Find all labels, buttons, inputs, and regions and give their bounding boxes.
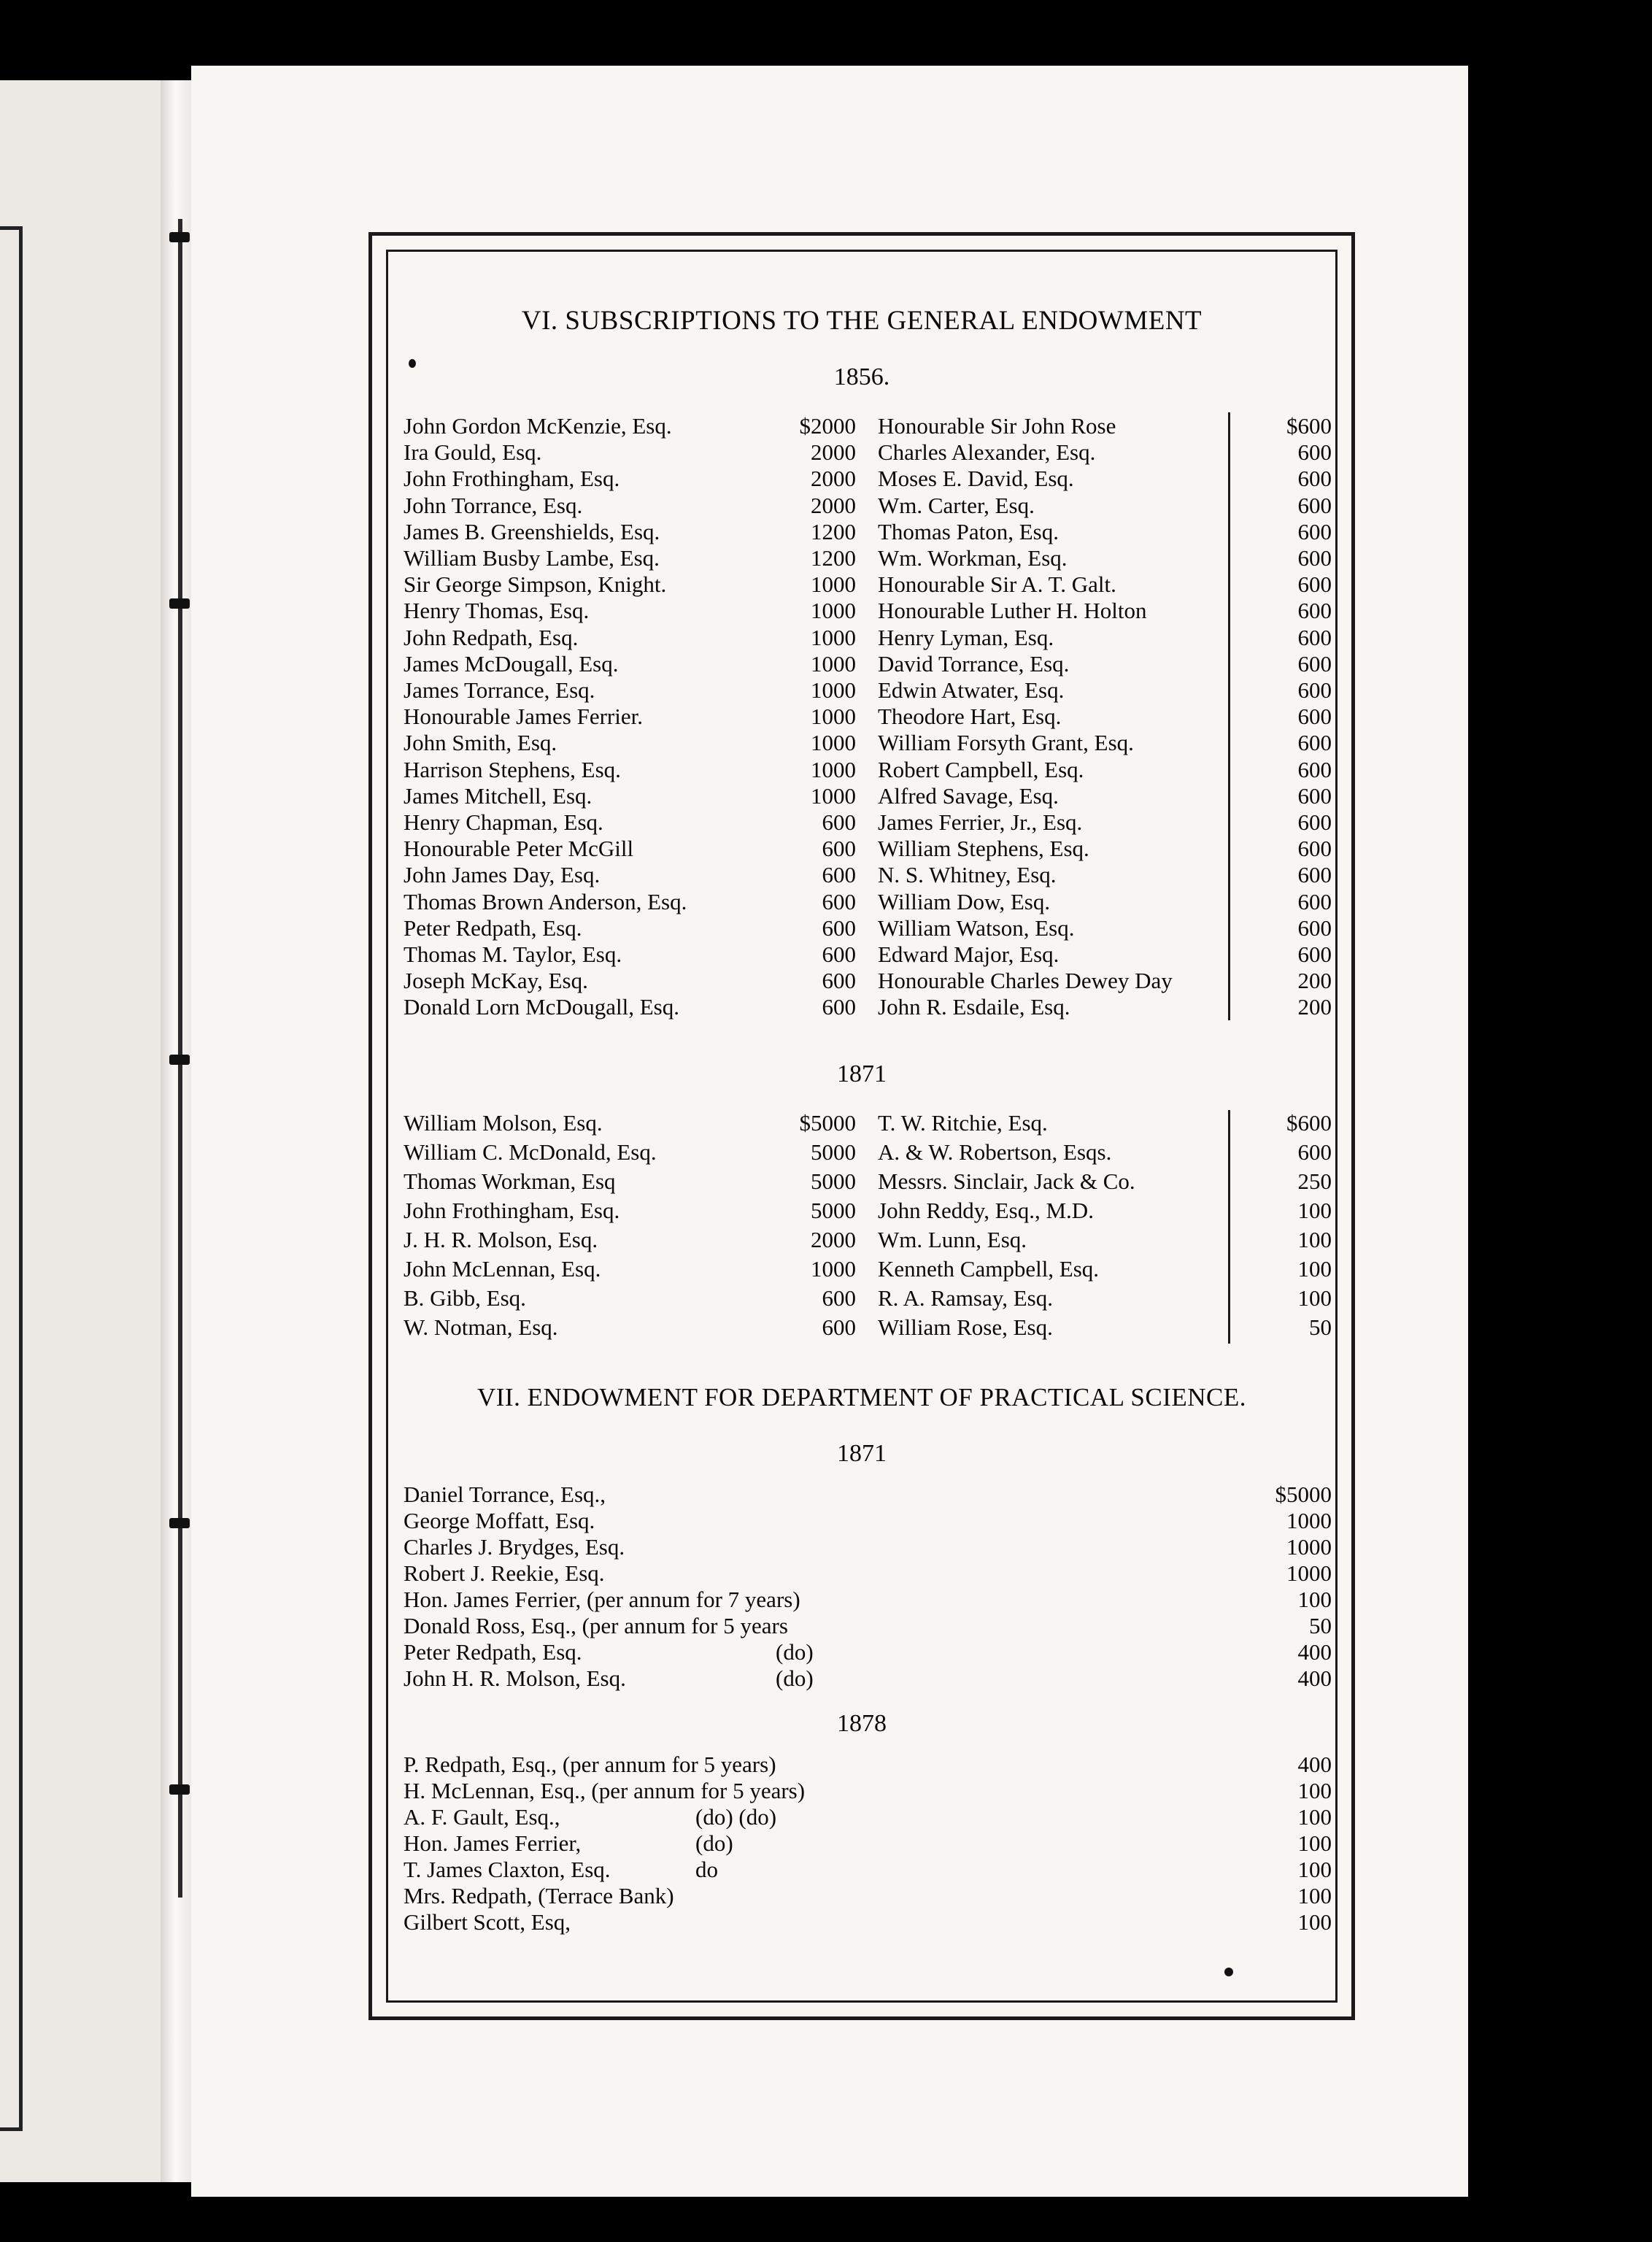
subscription-amount: 600 — [1297, 598, 1332, 624]
subscriber-name: Robert Campbell, Esq. — [878, 756, 1084, 782]
list-item — [404, 1560, 1332, 1587]
subscription-note: (do) (do) — [695, 1804, 777, 1830]
subscription-amount: 1000 — [811, 677, 856, 703]
subscription-note: do — [695, 1857, 718, 1882]
list-item — [878, 1284, 1332, 1312]
subscriber-name: Theodore Hart, Esq. — [878, 704, 1062, 730]
list-item — [404, 1197, 856, 1225]
subscription-amount: 100 — [1297, 1256, 1332, 1282]
subscription-amount: 600 — [822, 1314, 856, 1340]
subscription-amount: 600 — [1297, 914, 1332, 941]
subscriber-name: John Reddy, Esq., M.D. — [878, 1198, 1094, 1223]
subscription-amount: 600 — [1297, 518, 1332, 544]
subscriber-name: Thomas Workman, Esq — [404, 1168, 616, 1194]
subscriber-name: N. S. Whitney, Esq. — [878, 862, 1057, 888]
subscriber-name: Daniel Torrance, Esq., — [404, 1482, 606, 1507]
subscription-amount: 600 — [1297, 1139, 1332, 1165]
subscription-amount: 100 — [1297, 1587, 1332, 1612]
subscription-amount: 600 — [822, 968, 856, 994]
ink-spot — [1224, 1968, 1233, 1976]
subscriber-name: Edwin Atwater, Esq. — [878, 677, 1065, 703]
subscriber-name: Thomas Paton, Esq. — [878, 518, 1059, 544]
subscriber-name: John Frothingham, Esq. — [404, 1198, 620, 1223]
list-item — [404, 888, 856, 916]
subscription-amount: 100 — [1297, 1857, 1332, 1882]
list-item — [878, 597, 1332, 625]
list-item — [404, 1255, 856, 1283]
subscription-amount: $600 — [1286, 413, 1332, 439]
list-item — [404, 544, 856, 572]
binding-stitch — [169, 598, 190, 609]
subscriber-name: R. A. Ramsay, Esq. — [878, 1285, 1053, 1311]
subscription-amount: 1200 — [811, 518, 856, 544]
subscriber-name: Thomas M. Taylor, Esq. — [404, 941, 622, 967]
subscription-amount: 1000 — [811, 730, 856, 756]
list-item — [404, 412, 856, 440]
year-heading-1878: 1878 — [837, 1710, 887, 1737]
subscription-amount: 250 — [1297, 1168, 1332, 1194]
subscriber-name: A. & W. Robertson, Esqs. — [878, 1139, 1112, 1165]
subscriber-name: Thomas Brown Anderson, Esq. — [404, 888, 687, 914]
subscription-amount: $2000 — [799, 413, 856, 439]
list-item — [878, 571, 1332, 598]
subscriber-name: Wm. Carter, Esq. — [878, 492, 1035, 518]
list-item — [878, 1197, 1332, 1225]
list-item — [878, 1226, 1332, 1254]
subscription-amount: 1000 — [1286, 1560, 1332, 1586]
subscription-amount: 100 — [1297, 1830, 1332, 1856]
list-item — [404, 1284, 856, 1312]
subscriber-name: J. H. R. Molson, Esq. — [404, 1227, 598, 1252]
list-item — [404, 597, 856, 625]
list-item — [404, 1638, 1332, 1666]
list-item — [404, 1168, 856, 1195]
list-item — [404, 1314, 856, 1341]
subscription-amount: 50 — [1309, 1314, 1332, 1340]
list-item — [878, 465, 1332, 493]
binding-stitch — [169, 232, 190, 242]
subscription-amount: 2000 — [811, 466, 856, 492]
subscription-amount: 600 — [822, 941, 856, 967]
subscription-amount: 600 — [1297, 782, 1332, 809]
subscriber-name: Sir George Simpson, Knight. — [404, 571, 667, 598]
subscription-amount: 2000 — [811, 1227, 856, 1252]
list-item — [404, 1139, 856, 1166]
subscriber-name: William Busby Lambe, Esq. — [404, 545, 660, 571]
subscription-amount: 600 — [1297, 704, 1332, 730]
list-item — [878, 861, 1332, 889]
subscriber-name: John R. Esdaile, Esq. — [878, 994, 1070, 1020]
subscriber-name: William Forsyth Grant, Esq. — [878, 730, 1134, 756]
subscriber-name: John H. R. Molson, Esq. — [404, 1665, 626, 1691]
subscription-amount: 600 — [822, 994, 856, 1020]
list-item — [878, 412, 1332, 440]
list-item — [878, 650, 1332, 678]
subscriber-name: James McDougall, Esq. — [404, 650, 619, 677]
list-item — [404, 809, 856, 836]
facing-page — [0, 80, 182, 2182]
subscriber-name: T. W. Ritchie, Esq. — [878, 1110, 1048, 1136]
binding-stitch — [169, 1784, 190, 1795]
subscription-amount: 600 — [1297, 862, 1332, 888]
subscriber-name: William C. McDonald, Esq. — [404, 1139, 657, 1165]
subscriber-name: John Smith, Esq. — [404, 730, 557, 756]
list-item — [404, 1882, 1332, 1910]
subscriber-name: John Redpath, Esq. — [404, 624, 579, 650]
subscription-amount: 1000 — [811, 756, 856, 782]
subscription-amount: 1000 — [1286, 1534, 1332, 1560]
subscriber-name: Gilbert Scott, Esq, — [404, 1909, 571, 1935]
list-item — [404, 835, 856, 863]
subscription-amount: 100 — [1297, 1883, 1332, 1908]
subscriber-name: Wm. Workman, Esq. — [878, 545, 1068, 571]
list-item — [878, 993, 1332, 1021]
list-item — [878, 967, 1332, 995]
subscription-amount: 1200 — [811, 545, 856, 571]
year-heading-1856: 1856. — [833, 363, 890, 390]
list-item — [404, 1803, 1332, 1831]
subscriber-name: Honourable Sir A. T. Galt. — [878, 571, 1116, 598]
subscription-amount: 100 — [1297, 1285, 1332, 1311]
subscription-amount: 5000 — [811, 1139, 856, 1165]
list-item — [878, 729, 1332, 757]
subscriber-name: Joseph McKay, Esq. — [404, 968, 588, 994]
binding-stitch — [169, 1055, 190, 1065]
subscriber-name: Honourable Peter McGill — [404, 836, 634, 862]
list-item — [404, 439, 856, 466]
subscription-amount: 600 — [1297, 545, 1332, 571]
subscriber-name: George Moffatt, Esq. — [404, 1508, 595, 1533]
subscriber-name: Honourable Sir John Rose — [878, 413, 1116, 439]
subscription-amount: 2000 — [811, 439, 856, 466]
list-item — [404, 782, 856, 810]
subscription-amount: 100 — [1297, 1909, 1332, 1935]
subscription-amount: 200 — [1297, 968, 1332, 994]
subscriber-name: James Mitchell, Esq. — [404, 782, 593, 809]
list-item — [404, 1226, 856, 1254]
subscriber-name: Hon. James Ferrier, — [404, 1830, 582, 1856]
subscriber-name: Honourable Luther H. Holton — [878, 598, 1147, 624]
subscriber-name: T. James Claxton, Esq. — [404, 1857, 611, 1882]
list-item — [404, 1665, 1332, 1692]
subscription-amount: 5000 — [811, 1168, 856, 1194]
subscriber-name: P. Redpath, Esq., (per annum for 5 years) — [404, 1752, 776, 1777]
ink-spot — [409, 359, 416, 368]
subscriber-name: Donald Lorn McDougall, Esq. — [404, 994, 679, 1020]
year-heading-vii-1871: 1871 — [837, 1440, 887, 1467]
subscription-amount: 2000 — [811, 492, 856, 518]
subscription-amount: 1000 — [811, 1256, 856, 1282]
subscriber-name: Henry Chapman, Esq. — [404, 809, 603, 835]
subscriber-name: William Rose, Esq. — [878, 1314, 1053, 1340]
subscriber-name: John Frothingham, Esq. — [404, 466, 620, 492]
subscription-amount: 1000 — [811, 704, 856, 730]
list-item — [878, 1168, 1332, 1195]
subscriber-name: Harrison Stephens, Esq. — [404, 756, 621, 782]
subscriber-name: Peter Redpath, Esq. — [404, 1639, 582, 1665]
list-item — [404, 729, 856, 757]
list-item — [878, 914, 1332, 942]
subscription-amount: 600 — [822, 862, 856, 888]
list-item — [878, 439, 1332, 466]
subscriber-name: John James Day, Esq. — [404, 862, 601, 888]
binding-stitch — [169, 1518, 190, 1528]
list-item — [404, 1507, 1332, 1535]
list-item — [404, 1612, 1332, 1640]
subscription-amount: 600 — [1297, 624, 1332, 650]
subscription-amount: 200 — [1297, 994, 1332, 1020]
list-item — [878, 1139, 1332, 1166]
subscription-amount: 100 — [1297, 1227, 1332, 1252]
subscriber-name: Messrs. Sinclair, Jack & Co. — [878, 1168, 1135, 1194]
list-item — [878, 1109, 1332, 1137]
subscriber-name: David Torrance, Esq. — [878, 650, 1070, 677]
subscription-amount: $600 — [1286, 1110, 1332, 1136]
subscriber-name: Ira Gould, Esq. — [404, 439, 542, 466]
list-item — [404, 1751, 1332, 1779]
subscriber-name: Wm. Lunn, Esq. — [878, 1227, 1027, 1252]
list-item — [404, 703, 856, 731]
subscription-note: (do) — [776, 1665, 814, 1691]
subscription-note: (do) — [695, 1830, 733, 1856]
subscriber-name: A. F. Gault, Esq., — [404, 1804, 560, 1830]
subscription-amount: 600 — [1297, 836, 1332, 862]
section-vi-title: VI. SUBSCRIPTIONS TO THE GENERAL ENDOWMENT — [521, 306, 1203, 336]
subscriber-name: James Torrance, Esq. — [404, 677, 595, 703]
subscription-amount: 1000 — [811, 624, 856, 650]
list-item — [404, 941, 856, 968]
subscription-amount: 100 — [1297, 1198, 1332, 1223]
subscription-amount: 600 — [1297, 756, 1332, 782]
subscriber-name: John Gordon McKenzie, Esq. — [404, 413, 672, 439]
list-item — [878, 782, 1332, 810]
subscriber-name: William Stephens, Esq. — [878, 836, 1089, 862]
page-frame — [368, 232, 1355, 2020]
list-item — [878, 1255, 1332, 1283]
subscriber-name: Hon. James Ferrier, (per annum for 7 years) — [404, 1587, 800, 1612]
subscription-amount: 400 — [1297, 1639, 1332, 1665]
list-item — [878, 941, 1332, 968]
list-item — [404, 677, 856, 704]
subscription-amount: 600 — [1297, 809, 1332, 835]
subscription-amount: 1000 — [811, 598, 856, 624]
list-item — [404, 1856, 1332, 1884]
subscription-amount: 1000 — [811, 782, 856, 809]
subscription-amount: 600 — [822, 1285, 856, 1311]
subscriber-name: Charles Alexander, Esq. — [878, 439, 1096, 466]
subscriber-name: William Watson, Esq. — [878, 914, 1075, 941]
list-item — [404, 624, 856, 652]
list-item — [878, 677, 1332, 704]
list-item — [404, 1908, 1332, 1936]
section-vii-title: VII. ENDOWMENT FOR DEPARTMENT OF PRACTICAL SCIENCE. — [476, 1383, 1247, 1411]
list-item — [404, 861, 856, 889]
subscription-amount: 600 — [1297, 730, 1332, 756]
subscriber-name: John Torrance, Esq. — [404, 492, 583, 518]
subscription-amount: 600 — [822, 914, 856, 941]
subscription-amount: 600 — [1297, 466, 1332, 492]
subscription-amount: 600 — [822, 888, 856, 914]
list-item — [404, 1586, 1332, 1614]
subscription-amount: 50 — [1309, 1613, 1332, 1638]
list-item — [404, 1109, 856, 1137]
list-item — [878, 518, 1332, 546]
subscriber-name: Donald Ross, Esq., (per annum for 5 years — [404, 1613, 788, 1638]
subscription-amount: 600 — [1297, 888, 1332, 914]
subscription-amount: 600 — [822, 836, 856, 862]
list-item — [878, 1314, 1332, 1341]
list-item — [404, 1777, 1332, 1805]
subscription-amount: $5000 — [799, 1110, 856, 1136]
subscriber-name: Alfred Savage, Esq. — [878, 782, 1059, 809]
list-item — [404, 914, 856, 942]
list-item — [878, 703, 1332, 731]
list-item — [404, 571, 856, 598]
list-item — [404, 967, 856, 995]
subscription-note: (do) — [776, 1639, 814, 1665]
subscriber-name: Honourable Charles Dewey Day — [878, 968, 1173, 994]
subscription-amount: 600 — [1297, 650, 1332, 677]
subscriber-name: Moses E. David, Esq. — [878, 466, 1074, 492]
subscription-amount: 1000 — [1286, 1508, 1332, 1533]
year-heading-1871: 1871 — [837, 1060, 887, 1087]
list-item — [878, 888, 1332, 916]
subscription-amount: 600 — [1297, 492, 1332, 518]
subscriber-name: Henry Lyman, Esq. — [878, 624, 1054, 650]
subscriber-name: B. Gibb, Esq. — [404, 1285, 526, 1311]
list-item — [878, 756, 1332, 784]
subscriber-name: Mrs. Redpath, (Terrace Bank) — [404, 1883, 674, 1908]
subscription-amount: 100 — [1297, 1778, 1332, 1803]
list-item — [404, 993, 856, 1021]
list-item — [404, 1830, 1332, 1857]
subscription-amount: 600 — [1297, 677, 1332, 703]
subscriber-name: Honourable James Ferrier. — [404, 704, 643, 730]
list-item — [404, 756, 856, 784]
list-item — [878, 624, 1332, 652]
subscriber-name: Henry Thomas, Esq. — [404, 598, 590, 624]
subscriber-name: Peter Redpath, Esq. — [404, 914, 582, 941]
subscriber-name: W. Notman, Esq. — [404, 1314, 558, 1340]
subscriber-name: Charles J. Brydges, Esq. — [404, 1534, 625, 1560]
subscriber-name: James Ferrier, Jr., Esq. — [878, 809, 1083, 835]
list-item — [404, 465, 856, 493]
list-item — [404, 492, 856, 520]
list-item — [878, 492, 1332, 520]
list-item — [878, 809, 1332, 836]
subscription-amount: 600 — [1297, 571, 1332, 598]
list-item — [878, 835, 1332, 863]
list-item — [404, 650, 856, 678]
list-item — [404, 1533, 1332, 1561]
subscription-amount: 600 — [1297, 941, 1332, 967]
subscriber-name: H. McLennan, Esq., (per annum for 5 years) — [404, 1778, 806, 1803]
subscription-amount: $5000 — [1275, 1482, 1332, 1507]
subscription-amount: 600 — [1297, 439, 1332, 466]
subscriber-name: William Molson, Esq. — [404, 1110, 603, 1136]
subscriber-name: Edward Major, Esq. — [878, 941, 1059, 967]
subscription-amount: 400 — [1297, 1665, 1332, 1691]
list-item — [404, 1481, 1332, 1509]
subscriber-name: Kenneth Campbell, Esq. — [878, 1256, 1100, 1282]
subscription-amount: 100 — [1297, 1804, 1332, 1830]
list-item — [878, 544, 1332, 572]
subscription-amount: 600 — [822, 809, 856, 835]
subscriber-name: James B. Greenshields, Esq. — [404, 518, 660, 544]
list-item — [404, 518, 856, 546]
subscriber-name: John McLennan, Esq. — [404, 1256, 601, 1282]
facing-page-border — [0, 226, 23, 2131]
subscription-amount: 1000 — [811, 650, 856, 677]
subscription-amount: 1000 — [811, 571, 856, 598]
subscriber-name: William Dow, Esq. — [878, 888, 1051, 914]
subscription-amount: 5000 — [811, 1198, 856, 1223]
subscriber-name: Robert J. Reekie, Esq. — [404, 1560, 605, 1586]
subscription-amount: 400 — [1297, 1752, 1332, 1777]
